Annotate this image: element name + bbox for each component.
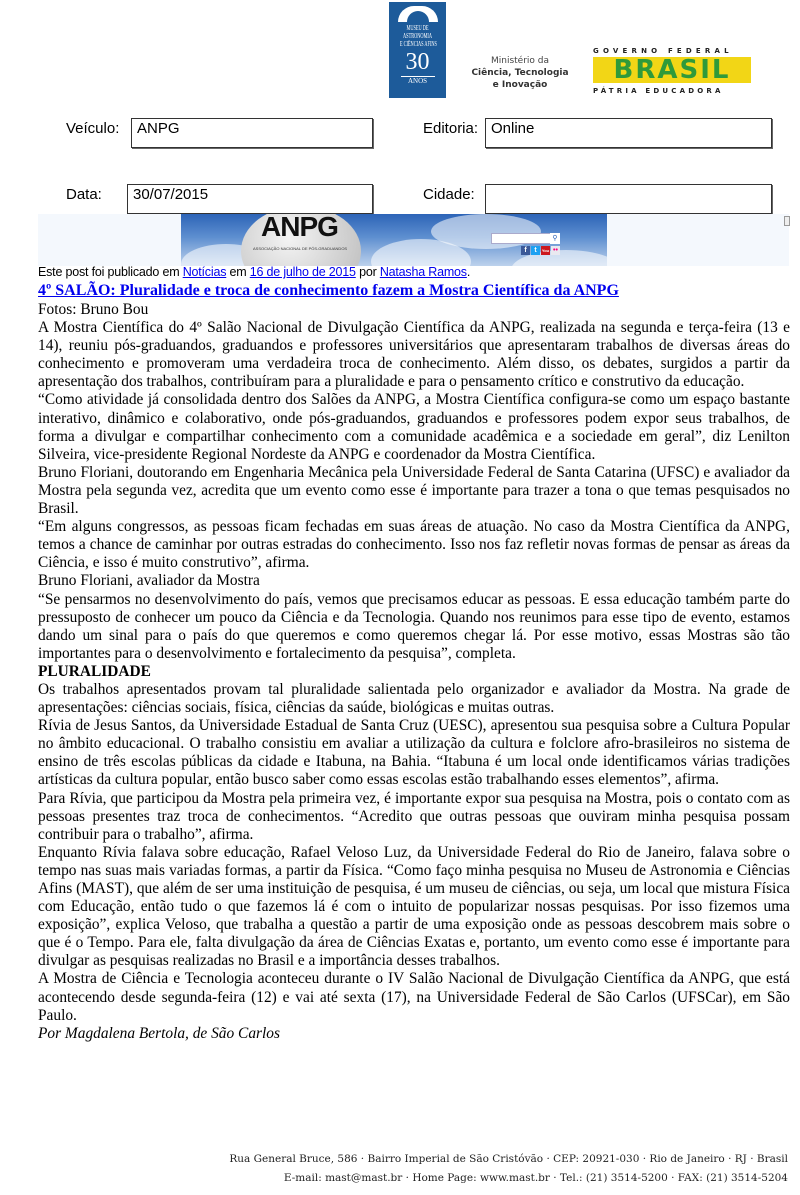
brasil-wordmark: BRASIL bbox=[593, 57, 751, 83]
header-logos bbox=[0, 0, 800, 105]
paragraph: A Mostra Científica do 4º Salão Nacional de Divulgação Científica da ANPG, realizada na segunda e terça-feira (13 e 14), reuniu pós-graduandos, graduandos e professores universitários que apresentaram trabalhos de diversas áreas do conhecimento e promoveram uma verdadeira troca de conhecimento. Além disso, os debates, surgidos a partir da apresentação dos trabalhos, contribuíram para a pluralidade e para o pensamento crítico e construtivo da educação. bbox=[38, 319, 790, 391]
facebook-icon[interactable]: f bbox=[521, 246, 530, 255]
youtube-icon[interactable]: You bbox=[541, 248, 550, 253]
mast-name-1: MUSEU DE bbox=[406, 24, 429, 32]
editoria-value: Online bbox=[491, 120, 535, 137]
paragraph: Rívia de Jesus Santos, da Universidade Estadual de Santa Cruz (UESC), apresentou sua pesquisa sobre a Cultura Popular no âmbito educacional. O trabalho consistiu em avaliar a utilização da cultura e folclore afro-brasileiros no sistema de ensino de três escolas públicas da cidade e Itabuna, na Bahia. “Itabuna é um local onde identificamos várias tradições artísticas da cultura popular, então busco saber como essas escolas estão trabalhando esses elementos”, afirma. bbox=[38, 717, 790, 789]
ministry-line1: Ministério da bbox=[490, 56, 550, 66]
article-title-link[interactable]: 4º SALÃO: Pluralidade e troca de conhecimento fazem a Mostra Científica da ANPG bbox=[38, 282, 619, 299]
article-body bbox=[38, 301, 790, 1043]
observatory-dome-icon bbox=[398, 6, 438, 22]
mast-anniversary-suffix: ANOS bbox=[401, 76, 435, 85]
ministry-line3: e Inovação bbox=[492, 80, 548, 90]
twitter-icon[interactable]: t bbox=[531, 246, 540, 255]
photo-caption: Bruno Floriani, avaliador da Mostra bbox=[38, 572, 260, 590]
governo-federal-text: GOVERNO FEDERAL bbox=[593, 47, 733, 55]
cidade-field[interactable] bbox=[485, 184, 772, 214]
meta-prefix: Este post foi publicado em bbox=[38, 265, 183, 279]
post-meta bbox=[38, 265, 470, 280]
anpg-logo: ANPG bbox=[261, 214, 338, 242]
date-link[interactable]: 16 de julho de 2015 bbox=[249, 265, 356, 279]
paragraph: Os trabalhos apresentados provam tal pluralidade salientada pelo organizador e avaliador da Mostra. Na grade de apresentações: ciências sociais, física, ciências da saúde, biológicas e muitas outras. bbox=[38, 680, 790, 717]
ministry-logo bbox=[460, 55, 580, 91]
paragraph: “Como atividade já consolidada dentro dos Salões da ANPG, a Mostra Científica configura-se como um espaço bastante interativo, dinâmico e colaborativo, onde pós-graduandos, graduandos e professores podem expor seus trabalhos, de forma a divulgar e compartilhar conhecimento com a comunidade acadêmica e a sociedade em geral”, diz Lenilton Silveira, vice-presidente Regional Nordeste da ANPG e coordenador da Mostra Científica. bbox=[38, 391, 790, 463]
banner-search-input[interactable] bbox=[491, 233, 551, 244]
anpg-banner[interactable] bbox=[181, 214, 607, 266]
paragraph: A Mostra de Ciência e Tecnologia aconteceu durante o IV Salão Nacional de Divulgação Científica da ANPG, que está acontecendo desde segunda-feira (12) e vai até sexta (17), na Universidade Federal de São Carlos (UFSCar), em São Paulo. bbox=[38, 970, 790, 1024]
veiculo-value: ANPG bbox=[137, 120, 180, 137]
paragraph: Bruno Floriani, doutorando em Engenharia Mecânica pela Universidade Federal de Santa Catarina (UFSC) e avaliador da Mostra pela segunda vez, acredita que um evento como esse é importante para trazer a tona o que temas pesquisados no Brasil. bbox=[38, 463, 790, 518]
cidade-label: Cidade: bbox=[423, 186, 475, 203]
mast-name-3: E CIÊNCIAS AFINS bbox=[399, 40, 437, 48]
footer-line1: Rua General Bruce, 586 · Bairro Imperial de São Cristóvão · CEP: 20921-030 · Rio de Janeiro · RJ · Brasil bbox=[229, 1153, 788, 1165]
flickr-icon[interactable]: •• bbox=[551, 246, 560, 255]
category-link[interactable]: Notícias bbox=[182, 265, 227, 279]
paragraph: Para Rívia, que participou da Mostra pela primeira vez, é importante expor sua pesquisa na Mostra, pois o contato com as pessoas presentes traz troca de conhecimentos. “Acredito que outras pessoas que ouviram minha pesquisa possam contribuir para o trabalho”, afirma. bbox=[38, 789, 790, 843]
data-field[interactable] bbox=[127, 184, 373, 214]
meta-mid: em bbox=[226, 265, 250, 279]
mast-name-2: ASTRONOMIA bbox=[403, 32, 432, 40]
ministry-line2: Ciência, Tecnologia bbox=[471, 68, 569, 78]
meta-by: por bbox=[355, 265, 380, 279]
mast-anniversary-number: 30 bbox=[405, 49, 430, 75]
mast-logo bbox=[389, 2, 446, 98]
data-value: 30/07/2015 bbox=[133, 186, 209, 203]
governo-federal-logo bbox=[593, 47, 751, 101]
search-icon[interactable]: ⚲ bbox=[550, 233, 560, 244]
footer-address bbox=[229, 1150, 788, 1188]
editoria-label: Editoria: bbox=[423, 120, 479, 137]
meta-end: . bbox=[466, 265, 471, 279]
section-heading: PLURALIDADE bbox=[38, 662, 151, 680]
paragraph: Enquanto Rívia falava sobre educação, Rafael Veloso Luz, da Universidade Federal do Rio de Janeiro, falava sobre o tempo nas suas mais variadas formas, a partir da Física. “Como faço minha pesquisa no Museu de Astronomia e Ciências Afins (MAST), que além de ser uma instituição de pesquisa, é um museu de ciências, ou seja, um local que mistura Física com Educação, então tudo o que fazemos lá é com o intuito de popularizar nossas pesquisas. Por isso fizemos uma exposição”, explica Veloso, que trabalha a questão a partir de uma exposição onde as pessoas descobrem mais sobre o que é o Tempo. Para ele, falta divulgação da área de Ciências Exatas e, portanto, um evento como esse é importante para divulgar as pesquisas realizadas no Brasil e a importância desses trabalhos. bbox=[38, 843, 790, 970]
paragraph: “Se pensarmos no desenvolvimento do país, vemos que precisamos educar as pessoas. E essa educação também parte do pressuposto de conhecer um pouco da Ciência e da Tecnologia. Quando nos reunimos para esse tipo de evento, estamos dando um sinal para o país do que queremos e como queremos chegar lá. Por esse motivo, essas Mostras são tão importantes para o desenvolvimento e fortalecimento da pesquisa”, completa. bbox=[38, 590, 790, 662]
veiculo-field[interactable] bbox=[131, 118, 373, 148]
data-label: Data: bbox=[66, 186, 102, 203]
scrollbar-handle[interactable] bbox=[784, 216, 790, 226]
anpg-logo-subtitle: ASSOCIAÇÃO NACIONAL DE PÓS-GRADUANDOS bbox=[253, 246, 348, 251]
footer-line2: E-mail: mast@mast.br · Home Page: www.mast.br · Tel.: (21) 3514-5200 · FAX: (21) 3514-5204 bbox=[283, 1172, 788, 1184]
patria-educadora-text: PÁTRIA EDUCADORA bbox=[593, 87, 724, 95]
paragraph: “Em alguns congressos, as pessoas ficam fechadas em suas áreas de atuação. No caso da Mostra Científica da ANPG, temos a chance de caminhar por outras estradas do conhecimento. Isso nos faz refletir novas formas de pensar as áreas da Ciência, e isso é muito construtivo”, afirma. bbox=[38, 518, 790, 572]
photo-credit: Fotos: Bruno Bou bbox=[38, 301, 149, 318]
veiculo-label: Veículo: bbox=[66, 120, 120, 137]
byline: Por Magdalena Bertola, de São Carlos bbox=[38, 1024, 280, 1042]
editoria-field[interactable] bbox=[485, 118, 772, 148]
author-link[interactable]: Natasha Ramos bbox=[379, 265, 467, 279]
